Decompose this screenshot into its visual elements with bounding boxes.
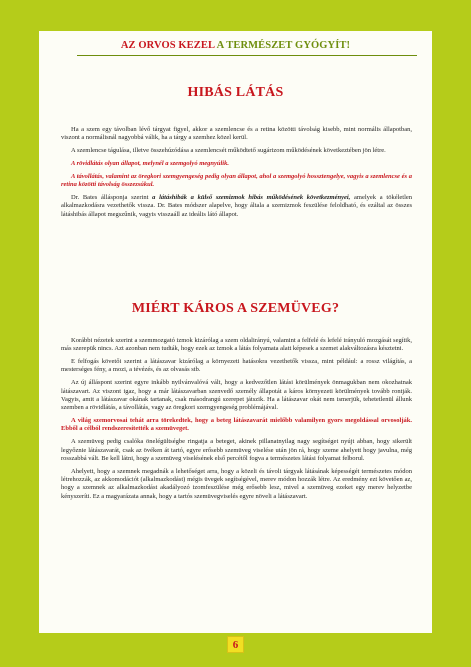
paragraph	[61, 194, 412, 219]
text-run: amelyek a tökéletlen alkalmazkodásra vezethetők vissza. Dr. Bates módszer alapelve, hogy általa a szemizmok feszülése feloldható, és ezáltal az összes látáshibás állapot megszűnik, vagyis visszaáll az ideális látó állapot.	[61, 194, 413, 218]
paragraph: E felfogás követői szerint a látászavar kizárólag a környezeti hatásokra vezethetők vissza, mint például: a rossz világítás, a mesterséges fény, a mozi, a tévézés, és az olvasás stb.	[61, 358, 412, 374]
section-body-szemuveg	[61, 337, 412, 506]
paragraph-highlight: A rövidlátás olyan állapot, melynél a szemgolyó megnyúlik.	[71, 160, 229, 168]
paragraph-highlight: A világ szemorvosai tehát arra törekedtek, hogy a beteg látászavarát mielőbb valamilyen gyors megoldással orvosolják. Ebből a célból rendszeresítették a szemüveget.	[61, 417, 412, 433]
text-run: Dr. Bates állásponja szerint	[71, 194, 153, 202]
paragraph: A szemüveg pedig csalóka önelégültségbe ringatja a beteget, akinek pillanatnyilag nagy segítséget nyújt abban, hogy sikerült legyőznie látászavarát, csak az övéken át tartó, egyre erősebb szemüveg viselése után jön rá, hogy szeme ahelyett hogy javulna, még rosszabbá vált. Be kell látni, hogy a szemüveg viselésének első percétől fogva a természetes látási folyamat felborul.	[61, 438, 412, 462]
paragraph: Ahelyett, hogy a szemnek megadnák a lehetőséget arra, hogy a közeli és távoli tárgyak látásának képességét természetes módon létrehozzák, az akkomodációt (alkalmazkodást) mégis üvegek segítségével, merev módon hozzák létre. Az eredmény ezt követően az, hogy a szemnek az alkalmazkodást akadályozó izomfeszülése még erősebb lesz, mivel a szemüveg ezeket egy merev helyzetbe kényszeríti. Ez a magyarázata annak, hogy a tartós szemüvegviselés egyre növeli a látászavart.	[61, 467, 412, 500]
section-title-szemuveg: MIÉRT KÁROS A SZEMÜVEG?	[131, 301, 340, 316]
section-body-hibas-latas	[61, 126, 412, 224]
section-title-hibas-latas: HIBÁS LÁTÁS	[187, 85, 284, 100]
paragraph: Ha a szem egy távolban lévő tárgyat figyel, akkor a szemlencse és a retina közötti távolság kisebb, mint normális állapotban, viszont a normálisnál nagyobbá válik, ha a tárgy a szemhez közel kerül.	[61, 126, 412, 142]
running-header	[39, 40, 432, 51]
paragraph: A szemlencse tágulása, illetve összehúzódása a szemlencsét működtető sugárizom működésének következtében jön létre.	[71, 147, 386, 155]
page	[39, 31, 432, 633]
header-part-red: AZ ORVOS KEZEL	[120, 40, 217, 51]
header-rule	[77, 55, 417, 56]
paragraph: Az új álláspont szerint egyre inkább nyilvánvalóvá vált, hogy a kedvezőtlen látási körülmények önmagukban nem okozhatnak látászavart. Az viszont igaz, hogy a már látászavarban szenvedő személy állapotát a káros környezeti körülmények tovább rontják. Vagyis, amit a látászavar okának tartanak, csak másodrangú szerepet játszik. Ha a látászavar okát nem ismerjük, tehetetlenül állunk szemben a rövidlátás, a távollátás, vagy az öregkori szemgyengeség problémájával.	[61, 379, 412, 412]
paragraph: Korábbi nézetek szerint a szemmozgató izmok kizárólag a szem oldalirányú, valamint a felfelé és lefelé irányuló mozgását segítik, más szerepük nincs. Azt azonban nem tudták, hogy ezek az izmok a látás folyamata alatt képesek a szemet alakváltozásra késztetni.	[61, 337, 412, 353]
text-run-emphasis: a látáshibák a külső szemizmok hibás működésének következményei,	[152, 194, 351, 202]
page-number: 6	[227, 636, 244, 653]
header-part-green: A TERMÉSZET GYÓGYÍT!	[216, 40, 351, 51]
paragraph-highlight: A távollátás, valamint az öregkori szemgyengeség pedig olyan állapot, ahol a szemgolyó hossztengelye, vagyis a szemlencse és a retina közötti távolság összezsúkul.	[61, 172, 412, 189]
